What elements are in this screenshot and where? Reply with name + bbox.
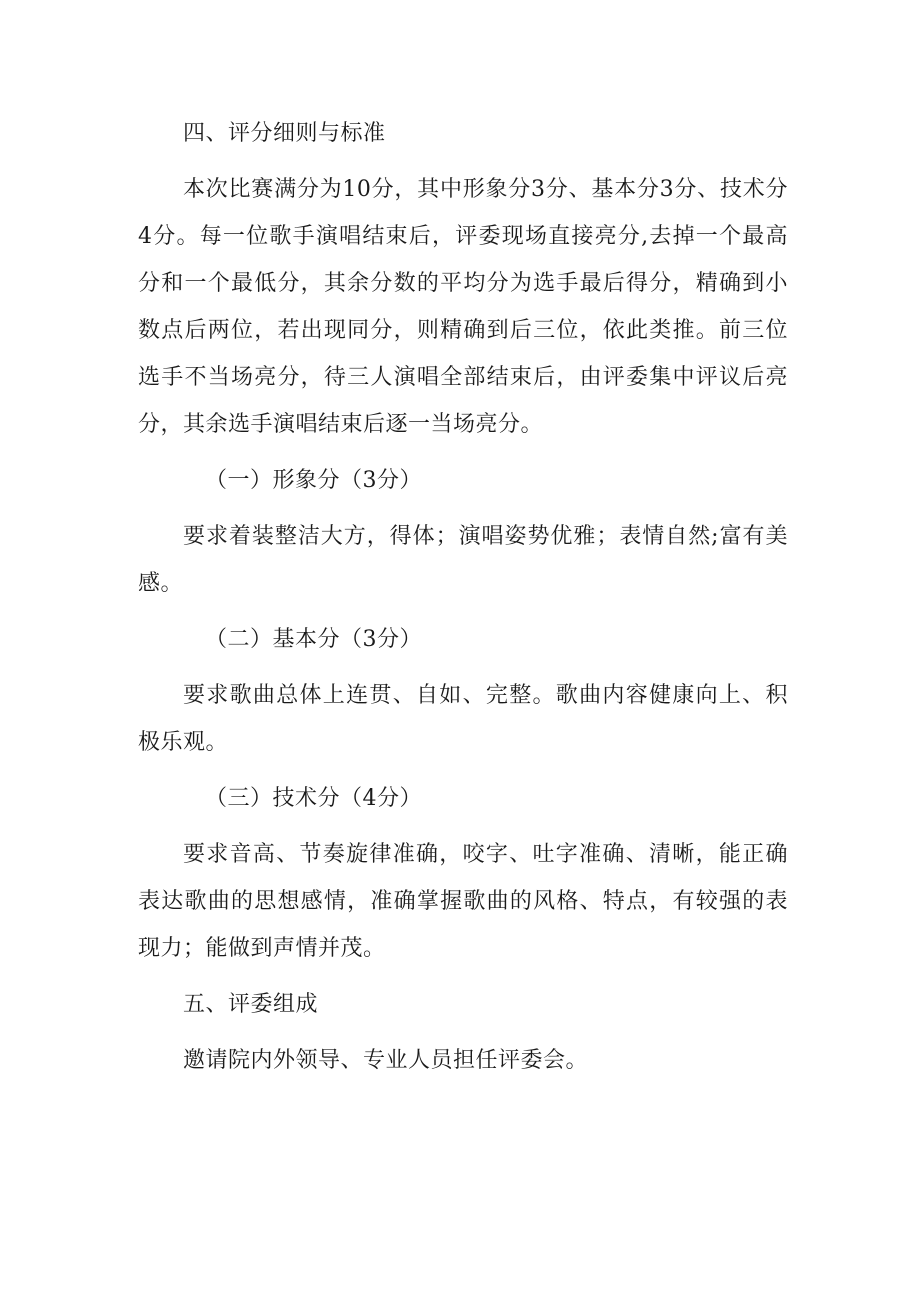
item-2-text: 要求歌曲总体上连贯、自如、完整。歌曲内容健康向上、积极乐观。 <box>138 683 788 755</box>
item-3-text: 要求音高、节奏旋律准确，咬字、吐字准确、清晰，能正确表达歌曲的思想感情，准确掌握歌曲的风格、特点，有较强的表现力；能做到声情并茂。 <box>138 842 788 961</box>
item-1-text: 要求着装整洁大方，得体；演唱姿势优雅；表情自然;富有美感。 <box>138 524 788 596</box>
item-3-title: （三）技术分（4分） <box>205 786 422 811</box>
section-5-heading: 五、评委组成 <box>183 992 319 1017</box>
section-4-heading: 四、评分细则与标准 <box>183 121 386 146</box>
document-body <box>138 110 788 1093</box>
item-1-title: （一）形象分（3分） <box>205 468 422 493</box>
item-2-title: （二）基本分（3分） <box>205 627 422 652</box>
section-5-text: 邀请院内外领导、专业人员担任评委会。 <box>183 1048 589 1073</box>
section-4-intro: 本次比赛满分为10分，其中形象分3分、基本分3分、技术分4分。每一位歌手演唱结束后，评委现场直接亮分,去掉一个最高分和一个最低分，其余分数的平均分为选手最后得分，精确到小数点后两位，若出现同分，则精确到后三位，依此类推。前三位选手不当场亮分，待三人演唱全部结束后，由评委集中评议后亮分，其余选手演唱结束后逐一当场亮分。 <box>138 177 788 437</box>
